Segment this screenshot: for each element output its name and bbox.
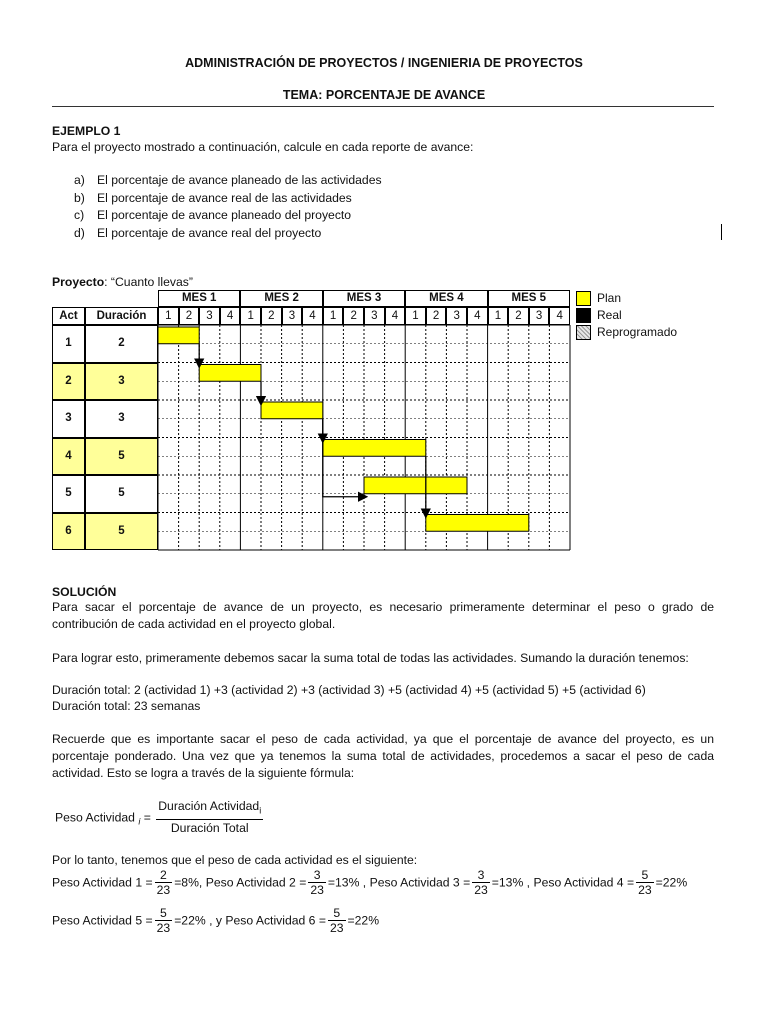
weight-formula	[55, 798, 265, 837]
month-header: MES 4	[405, 290, 487, 307]
month-header: MES 5	[488, 290, 570, 307]
solution-paragraph-4: Por lo tanto, tenemos que el peso de cada actividad es el siguiente:	[52, 853, 418, 867]
weight-numerator: 5	[636, 868, 654, 883]
weight-label: Peso Actividad 2 =	[205, 875, 307, 890]
example-title: EJEMPLO 1	[52, 124, 121, 138]
week-header: 3	[529, 307, 550, 325]
legend-label: Plan	[597, 291, 622, 305]
month-header: MES 1	[158, 290, 240, 307]
list-text: El porcentaje de avance real de las actividades	[97, 190, 352, 205]
weight-separator: ,	[198, 875, 206, 890]
plan-bar	[199, 365, 261, 382]
week-header: 1	[158, 307, 179, 325]
week-header: 4	[302, 307, 323, 325]
formula-numerator-sub: i	[259, 805, 262, 816]
formula-numerator-text: Duración Actividad	[158, 799, 260, 813]
activity-duration: 2	[85, 325, 158, 363]
weight-fraction	[328, 906, 346, 935]
weight-label: Peso Actividad 3 =	[369, 875, 471, 890]
weight-fraction	[308, 868, 326, 897]
activity-duration: 3	[85, 363, 158, 401]
activity-number: 4	[52, 438, 85, 476]
weight-denominator: 23	[156, 883, 171, 897]
list-letter: d)	[74, 225, 85, 240]
activity-number: 2	[52, 363, 85, 401]
example-intro: Para el proyecto mostrado a continuación, calcule en cada reporte de avance:	[52, 140, 474, 154]
week-header: 4	[220, 307, 241, 325]
list-letter: a)	[74, 173, 85, 187]
week-header: 4	[467, 307, 488, 325]
activity-duration: 5	[85, 475, 158, 513]
month-header: MES 3	[323, 290, 405, 307]
weight-fraction	[155, 906, 173, 935]
week-header: 2	[179, 307, 200, 325]
formula-eq: =	[143, 810, 151, 825]
weight-denominator: 23	[329, 921, 344, 935]
week-header: 3	[446, 307, 467, 325]
total-duration-result: Duración total: 23 semanas	[52, 699, 201, 713]
weight-label: Peso Actividad 6 =	[225, 913, 326, 928]
week-header: 3	[282, 307, 303, 325]
plan-bar	[364, 477, 467, 494]
formula-numerator	[156, 798, 263, 820]
column-header-act: Act	[52, 307, 85, 325]
solution-title: SOLUCIÓN	[52, 585, 117, 599]
week-header: 1	[405, 307, 426, 325]
weight-label: Peso Actividad 1 =	[52, 875, 153, 890]
solution-paragraph-1: Para sacar el porcentaje de avance de un proyecto, es necesario primeramente determinar el peso o grado de contribución de cada actividad en el proyecto global.	[52, 600, 714, 631]
list-text: El porcentaje de avance planeado de las actividades	[97, 173, 382, 187]
weight-result: =8%	[174, 875, 199, 890]
weight-result: =13%	[327, 875, 360, 890]
solution-paragraph-2: Para lograr esto, primeramente debemos sacar la suma total de todas las actividades. Sumando la duración tenemos:	[52, 651, 689, 665]
plan-bar	[158, 327, 199, 344]
weight-separator: , y	[205, 913, 226, 928]
weight-denominator: 23	[638, 883, 652, 897]
activity-number: 6	[52, 513, 85, 551]
weight-label: Peso Actividad 5 =	[52, 913, 153, 928]
plan-bar	[426, 515, 529, 532]
weights-line-1	[52, 868, 687, 897]
legend-label: Real	[597, 308, 622, 322]
weight-separator: ,	[523, 875, 534, 890]
legend-swatch	[576, 325, 591, 340]
week-header: 1	[323, 307, 344, 325]
plan-bar	[323, 440, 426, 457]
activity-duration: 5	[85, 513, 158, 551]
weight-fraction	[472, 868, 490, 897]
list-text: El porcentaje de avance real del proyecto	[97, 225, 322, 240]
legend-label: Reprogramado	[597, 325, 678, 339]
activity-number: 1	[52, 325, 85, 363]
week-header: 2	[261, 307, 282, 325]
week-header: 2	[343, 307, 364, 325]
week-header: 3	[364, 307, 385, 325]
weight-label: Peso Actividad 4 =	[533, 875, 635, 890]
activity-duration: 5	[85, 438, 158, 476]
weight-result: =22%	[655, 875, 688, 890]
solution-paragraph-3: Recuerde que es importante sacar el peso de cada actividad, ya que el porcentaje de avance del proyecto, es un porcentaje ponderado. Una vez que ya tenemos la suma total de actividades, procedemos a sacar el peso de cada actividad. Esto se logra a través de la siguiente fórmula:	[52, 732, 714, 780]
formula-fraction	[156, 798, 263, 837]
week-header: 4	[385, 307, 406, 325]
activity-number: 3	[52, 400, 85, 438]
activity-duration: 3	[85, 400, 158, 438]
weight-separator: ,	[359, 875, 370, 890]
list-text: El porcentaje de avance planeado del proyecto	[97, 208, 352, 222]
weights-line-2	[52, 906, 379, 935]
weight-numerator: 2	[155, 868, 173, 883]
legend-swatch	[576, 291, 591, 306]
activity-number: 5	[52, 475, 85, 513]
weight-numerator: 3	[308, 868, 326, 883]
formula-lhs-sub: i	[138, 816, 141, 827]
week-header: 2	[508, 307, 529, 325]
total-duration-line: Duración total: 2 (actividad 1) +3 (actividad 2) +3 (actividad 3) +5 (actividad 4) +5 (actividad 5) +5 (actividad 6)	[52, 683, 646, 697]
week-header: 3	[199, 307, 220, 325]
list-letter: c)	[74, 208, 85, 222]
weight-result: =22%	[347, 913, 380, 928]
month-header: MES 2	[240, 290, 322, 307]
column-header-duration: Duración	[85, 307, 158, 325]
legend-swatch	[576, 308, 591, 323]
weight-numerator: 5	[328, 906, 346, 921]
week-header: 1	[488, 307, 509, 325]
weight-result: =22%	[174, 913, 206, 928]
week-header: 4	[549, 307, 570, 325]
weight-fraction	[155, 868, 173, 897]
weight-denominator: 23	[310, 883, 324, 897]
document-title: ADMINISTRACIÓN DE PROYECTOS / INGENIERIA DE PROYECTOS	[185, 56, 583, 70]
formula-lhs: Peso Actividad	[55, 810, 135, 825]
week-header: 2	[426, 307, 447, 325]
weight-numerator: 3	[472, 868, 490, 883]
plan-bar	[261, 402, 323, 419]
weight-denominator: 23	[474, 883, 488, 897]
week-header: 1	[240, 307, 261, 325]
weight-result: =13%	[491, 875, 524, 890]
document-subtitle: TEMA: PORCENTAJE DE AVANCE	[282, 88, 486, 102]
weight-denominator: 23	[156, 921, 171, 935]
project-name: : “Cuanto llevas”	[104, 275, 193, 289]
project-label: Proyecto	[52, 275, 105, 289]
weight-fraction	[636, 868, 654, 897]
formula-denominator: Duración Total	[170, 821, 249, 836]
list-letter: b)	[74, 190, 85, 205]
weight-numerator: 5	[155, 906, 173, 921]
